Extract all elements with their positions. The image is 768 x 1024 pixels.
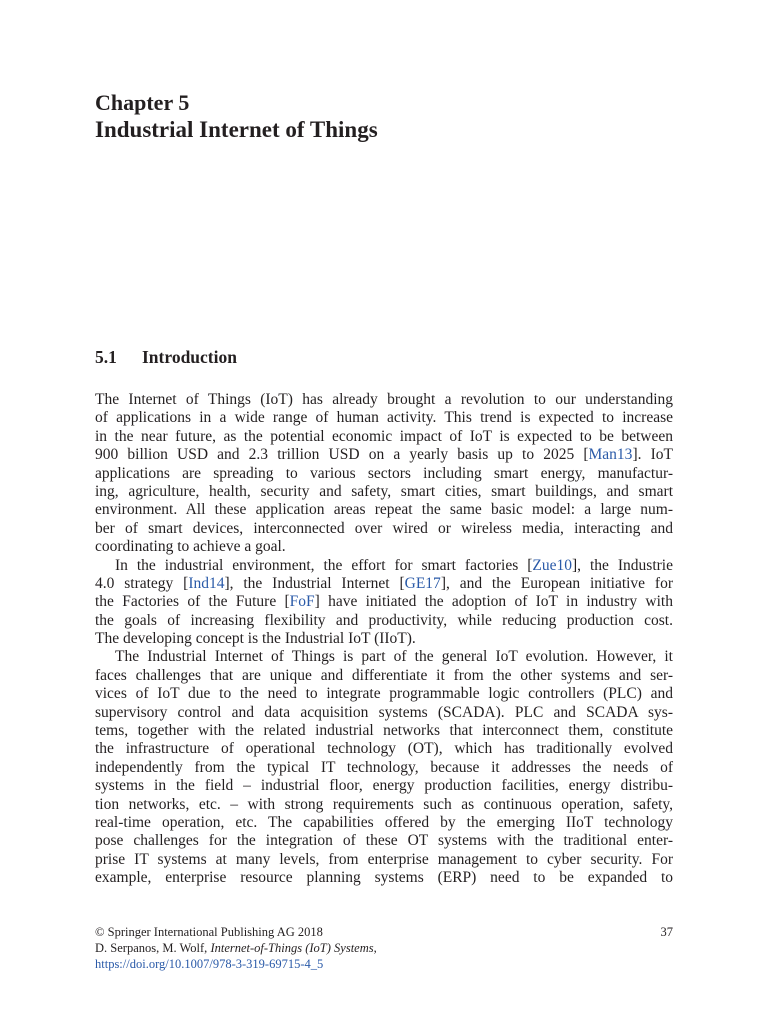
text-segment: coordinating to achieve a goal. xyxy=(95,538,286,556)
text-segment: the infrastructure of operational technology (OT), which has traditionally evolved xyxy=(95,740,673,758)
text-line xyxy=(95,538,673,556)
doi-link[interactable]: https://doi.org/10.1007/978-3-319-69715-4_5 xyxy=(95,957,324,971)
citation-line xyxy=(95,940,673,956)
text-segment: The Industrial Internet of Things is part of the general IoT evolution. However, it xyxy=(115,648,673,666)
text-segment: 900 billion USD and 2.3 trillion USD on a yearly basis up to 2025 [ xyxy=(95,446,589,464)
book-title-suffix: , xyxy=(373,941,377,955)
text-line xyxy=(95,832,673,850)
text-line xyxy=(95,704,673,722)
book-authors: D. Serpanos, M. Wolf, xyxy=(95,941,211,955)
section-title: Introduction xyxy=(142,347,237,367)
text-segment: prise IT systems at many levels, from enterprise management to cyber security. For xyxy=(95,850,673,868)
text-segment: ] have initiated the adoption of IoT in industry with xyxy=(314,593,673,611)
text-line xyxy=(95,612,673,630)
text-segment: ], the Industrial Internet [ xyxy=(224,574,405,592)
section-number: 5.1 xyxy=(95,347,117,367)
paragraph xyxy=(95,557,673,649)
text-segment: real-time operation, etc. The capabilities offered by the emerging IIoT technology xyxy=(95,813,673,831)
text-segment: tion networks, etc. – with strong requirements such as continuous operation, safety, xyxy=(95,795,673,813)
text-segment: in the near future, as the potential economic impact of IoT is expected to be between xyxy=(95,427,673,445)
text-line xyxy=(95,520,673,538)
text-line xyxy=(95,759,673,777)
text-segment: the goals of increasing flexibility and productivity, while reducing production cost. xyxy=(95,611,673,629)
text-segment: the Factories of the Future [ xyxy=(95,593,290,611)
text-line xyxy=(95,593,673,611)
text-line xyxy=(95,851,673,869)
text-segment: ]. IoT xyxy=(632,446,673,464)
section-heading xyxy=(95,346,237,368)
text-segment: In the industrial environment, the effort for smart factories [ xyxy=(115,556,533,574)
chapter-title: Industrial Internet of Things xyxy=(95,117,378,142)
text-line xyxy=(95,814,673,832)
text-line xyxy=(95,777,673,795)
text-line xyxy=(95,557,673,575)
body-text xyxy=(95,391,673,888)
text-segment: faces challenges that are unique and differentiate it from the other systems and ser- xyxy=(95,666,673,684)
book-title: Internet-of-Things (IoT) Systems xyxy=(210,941,374,955)
text-line xyxy=(95,685,673,703)
text-segment: ing, agriculture, health, security and safety, smart cities, smart buildings, and smart xyxy=(95,482,673,500)
text-segment: ], the Industrie xyxy=(572,556,673,574)
text-line xyxy=(95,483,673,501)
text-line xyxy=(95,796,673,814)
text-line xyxy=(95,391,673,409)
text-segment: independently from the typical IT technology, because it addresses the needs of xyxy=(95,758,673,776)
text-line xyxy=(95,428,673,446)
page-number: 37 xyxy=(660,925,673,939)
text-line xyxy=(95,630,673,648)
text-line xyxy=(95,648,673,666)
text-segment: tems, together with the related industrial networks that interconnect them, constitute xyxy=(95,722,673,740)
text-line xyxy=(95,722,673,740)
text-segment: ber of smart devices, interconnected over wired or wireless media, interacting and xyxy=(95,519,673,537)
text-segment: ], and the European initiative for xyxy=(440,574,673,592)
text-segment: environment. All these application areas repeat the same basic model: a large num- xyxy=(95,501,673,519)
text-line xyxy=(95,575,673,593)
text-segment: of applications in a wide range of human activity. This trend is expected to increase xyxy=(95,409,673,427)
citation-link[interactable]: GE17 xyxy=(404,574,441,592)
paragraph xyxy=(95,391,673,557)
text-line xyxy=(95,667,673,685)
text-line xyxy=(95,501,673,519)
text-line xyxy=(95,446,673,464)
citation-link[interactable]: Man13 xyxy=(588,446,633,464)
text-segment: 4.0 strategy [ xyxy=(95,574,189,592)
text-segment: applications are spreading to various sectors including smart energy, manufactur- xyxy=(95,464,673,482)
text-line xyxy=(95,869,673,887)
paragraph xyxy=(95,648,673,887)
copyright-line: © Springer International Publishing AG 2018 xyxy=(95,925,323,939)
text-segment: vices of IoT due to the need to integrate programmable logic controllers (PLC) and xyxy=(95,685,673,703)
text-segment: example, enterprise resource planning systems (ERP) need to be expanded to xyxy=(95,869,673,887)
text-line xyxy=(95,740,673,758)
chapter-label: Chapter 5 xyxy=(95,90,190,115)
text-segment: supervisory control and data acquisition systems (SCADA). PLC and SCADA sys- xyxy=(95,703,673,721)
text-segment: The developing concept is the Industrial IoT (IIoT). xyxy=(95,630,416,648)
text-segment: systems in the field – industrial floor, energy production facilities, energy distribu- xyxy=(95,777,673,795)
text-segment: The Internet of Things (IoT) has already brought a revolution to our understanding xyxy=(95,391,673,408)
citation-link[interactable]: Zue10 xyxy=(532,556,572,574)
citation-link[interactable]: FoF xyxy=(289,593,315,611)
text-segment: pose challenges for the integration of these OT systems with the traditional enter- xyxy=(95,832,673,850)
text-line xyxy=(95,409,673,427)
page-footer xyxy=(95,924,673,972)
text-line xyxy=(95,465,673,483)
citation-link[interactable]: Ind14 xyxy=(188,574,225,592)
